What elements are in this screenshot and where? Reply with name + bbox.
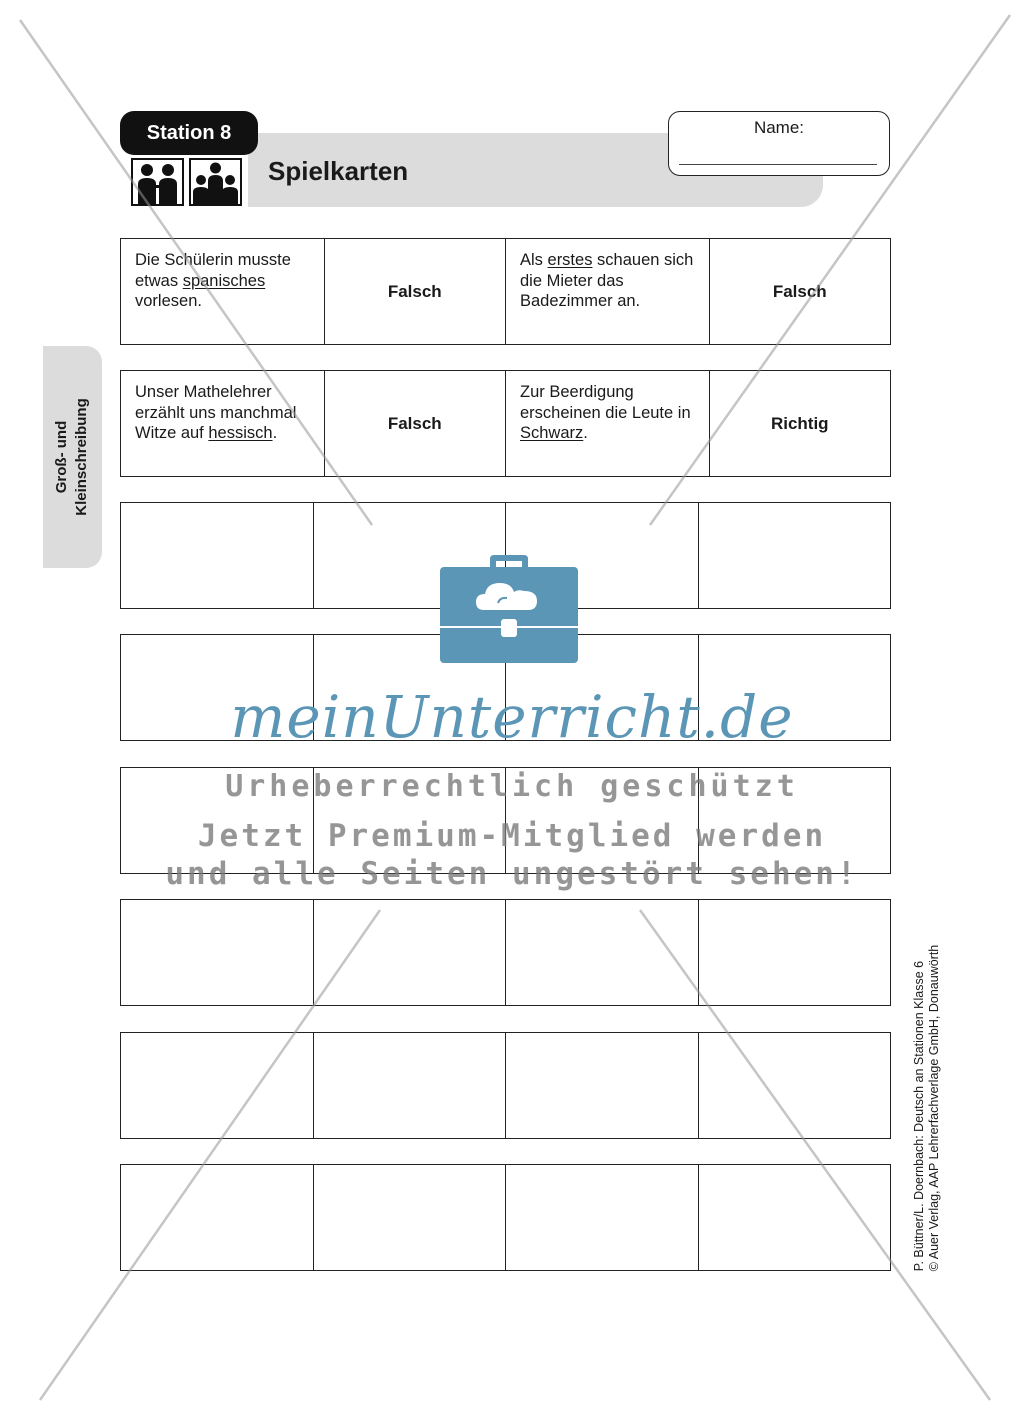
empty-card[interactable] <box>506 900 699 1005</box>
name-field[interactable] <box>679 164 877 165</box>
station-tab: Station 8 <box>120 111 258 155</box>
empty-card[interactable] <box>506 1165 699 1270</box>
empty-card[interactable] <box>699 1033 891 1138</box>
watermark-line: Jetzt Premium-Mitglied werden <box>197 818 827 854</box>
card-question: Die Schülerin musste etwas spanisches vorlesen. <box>121 239 325 344</box>
empty-card[interactable] <box>121 503 314 608</box>
watermark-brand: meinUnterricht.de <box>230 683 794 751</box>
page-title: Spielkarten <box>268 156 409 186</box>
two-people-icon <box>131 158 184 206</box>
empty-card-row <box>120 1164 891 1271</box>
empty-card[interactable] <box>699 503 891 608</box>
empty-card[interactable] <box>121 1033 314 1138</box>
card-question: Als erstes schauen sich die Mieter das Badezimmer an. <box>506 239 710 344</box>
empty-card-row <box>120 1032 891 1139</box>
side-tab-label: Groß- und Kleinschreibung <box>53 398 90 516</box>
card-answer: Falsch <box>772 281 827 301</box>
empty-card[interactable] <box>314 900 507 1005</box>
empty-card[interactable] <box>121 900 314 1005</box>
card-answer: Richtig <box>770 413 829 433</box>
group-people-icon <box>189 158 242 206</box>
empty-card[interactable] <box>699 900 891 1005</box>
briefcase-cloud-icon <box>440 555 578 663</box>
empty-card[interactable] <box>121 1165 314 1270</box>
empty-card[interactable] <box>699 1165 891 1270</box>
group-work-icons <box>131 158 245 208</box>
card-row-2 <box>120 370 891 477</box>
watermark-line: und alle Seiten ungestört sehen! <box>165 856 859 892</box>
empty-card[interactable] <box>506 1033 699 1138</box>
card-answer: Falsch <box>325 239 507 344</box>
side-tab <box>43 346 102 568</box>
empty-card[interactable] <box>314 1033 507 1138</box>
copyright-note: P. Büttner/L. Doernbach: Deutsch an Stationen Klasse 6 © Auer Verlag, AAP Lehrerfachverlage GmbH, Donauwörth <box>912 944 941 1272</box>
card-question: Zur Beerdigung erscheinen die Leute in Schwarz. <box>506 371 710 476</box>
name-box <box>668 111 890 176</box>
watermark-line: Urheberrechtlich geschützt <box>225 769 799 804</box>
empty-card-row <box>120 899 891 1006</box>
card-question: Unser Mathelehrer erzählt uns manchmal Witze auf hessisch. <box>121 371 325 476</box>
empty-card[interactable] <box>314 1165 507 1270</box>
card-answer: Falsch <box>325 371 507 476</box>
name-label: Name: <box>753 118 805 137</box>
card-row-1 <box>120 238 891 345</box>
